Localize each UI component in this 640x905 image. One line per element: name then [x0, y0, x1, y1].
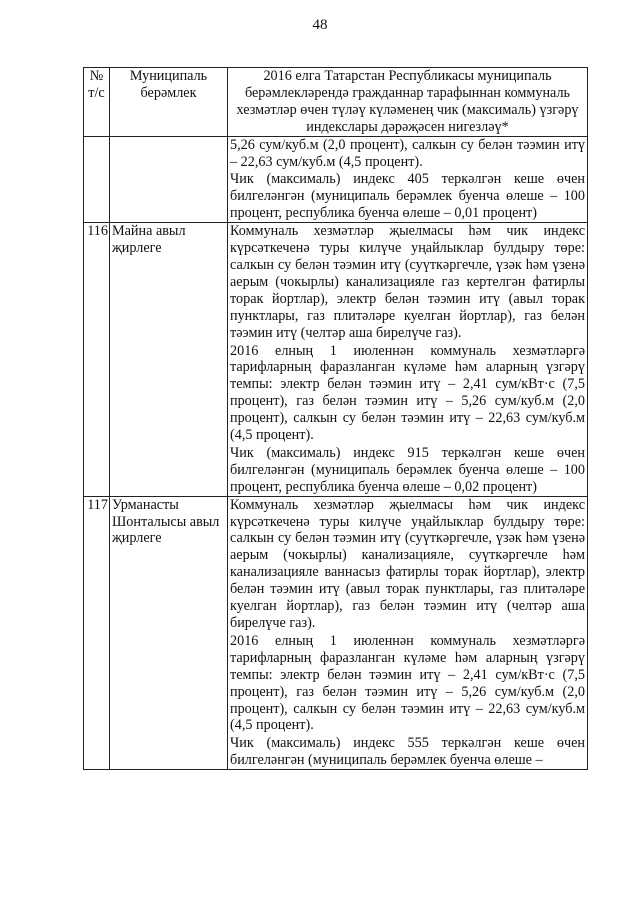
table-row [84, 223, 588, 497]
description-paragraph: Коммуналь хезмәтләр җыелмасы һәм чик индекс күрсәткеченә туры килүче уңайлыклар булдыру төре: салкын су белән тәэмин итү (суүткәргечле, үзәк һәм үзенә аерым (чокырлы) канализацияле газ кертелгән фатирлы торак йортлар), электр белән тәэмин итү (авыл торак пунктлары, газ плитәләре куелган йортлар), газ белән тәэмин итү (челтәр аша бирелүче газ). [230, 223, 585, 341]
row-municipality: Майна авыл җирлеге [110, 223, 228, 497]
row-municipality [110, 136, 228, 223]
description-paragraph: 2016 елның 1 июленнән коммуналь хезмәтләргә тарифларның фаразланган күләме һәм аларның үзгәрү темпы: электр белән тәэмин итү – 2,41 сум/кВт·с (7,5 процент), газ белән тәэмин итү – 5,26 сум/куб.м (2,0 процент), салкын су белән тәэмин итү – 22,63 сум/куб.м (4,5 процент). [230, 632, 585, 734]
table-header-row [84, 68, 588, 137]
description-paragraph: Чик (максималь) индекс 405 теркәлгән кеше өчен билгеләнгән (муниципаль берәмлек буенча өлеше – 100 процент, республика буенча өлеше – 0,01 процент) [230, 171, 585, 222]
description-paragraph: Чик (максималь) индекс 555 теркәлгән кеше өчен билгеләнгән (муниципаль берәмлек буенча өлеше – [230, 735, 585, 769]
row-description [228, 496, 588, 770]
header-description: 2016 елга Татарстан Республикасы муниципаль берәмлекләрендә гражданнар тарафыннан коммуналь хезмәтләр өчен түләү күләменең чик (максималь) үзгәрү индекслары дәрәҗәсен нигезләү* [228, 68, 588, 137]
row-number: 116 [84, 223, 110, 497]
description-paragraph: Чик (максималь) индекс 915 теркәлгән кеше өчен билгеләнгән (муниципаль берәмлек буенча өлеше – 100 процент, республика буенча өлеше – 0,02 процент) [230, 444, 585, 495]
header-municipality: Муниципаль берәмлек [110, 68, 228, 137]
description-paragraph: Коммуналь хезмәтләр җыелмасы һәм чик индекс күрсәткеченә туры килүче уңайлыклар булдыру төре: салкын су белән тәэмин итү (суүткәргечле, үзәк һәм үзенә аерым (чокырлы) канализацияле, суүткәргечле һәм канализацияле ваннасыз фатирлы торак йортлар), электр белән тәэмин итү (авыл торак пунктлары, газ плитәләре куелган йортлар), газ белән тәэмин итү (челтәр аша бирелүче газ). [230, 496, 585, 631]
table-row [84, 136, 588, 223]
row-description [228, 136, 588, 223]
description-paragraph: 5,26 сум/куб.м (2,0 процент), салкын су белән тәэмин итү – 22,63 сум/куб.м (4,5 процент). [230, 136, 585, 170]
row-description [228, 223, 588, 497]
row-number: 117 [84, 496, 110, 770]
header-number: № т/с [84, 68, 110, 137]
tariff-table [83, 67, 588, 770]
table-row [84, 496, 588, 770]
row-number [84, 136, 110, 223]
description-paragraph: 2016 елның 1 июленнән коммуналь хезмәтләргә тарифларның фаразланган күләме һәм аларның үзгәрү темпы: электр белән тәэмин итү – 2,41 сум/кВт·с (7,5 процент), газ белән тәэмин итү – 5,26 сум/куб.м (2,0 процент), салкын су белән тәэмин итү – 22,63 сум/куб.м (4,5 процент). [230, 342, 585, 444]
page-number: 48 [312, 17, 328, 33]
row-municipality: Урманасты Шонталысы авыл җирлеге [110, 496, 228, 770]
